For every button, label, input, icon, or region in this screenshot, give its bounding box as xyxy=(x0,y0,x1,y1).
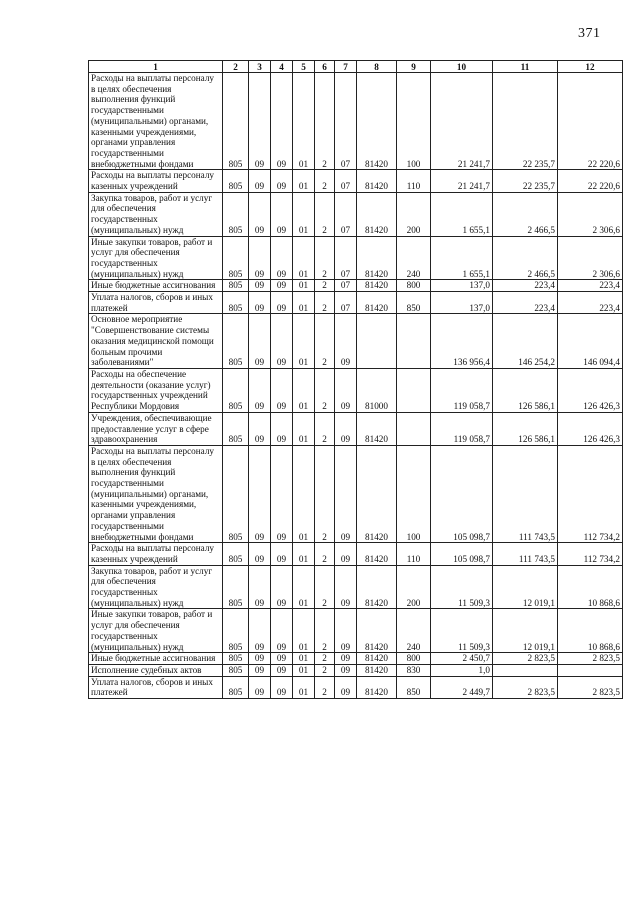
section-code-cell: 09 xyxy=(249,609,271,653)
amount-year3-cell: 126 426,3 xyxy=(558,368,623,412)
section-code-cell: 09 xyxy=(249,314,271,369)
section-code-cell: 09 xyxy=(249,73,271,170)
row-name-cell: Учреждения, обеспечивающие предоставление услуг в сфере здравоохранения xyxy=(89,412,223,445)
direction-code-cell: 81420 xyxy=(357,676,397,698)
event-code-cell: 09 xyxy=(335,445,357,542)
expense-type-cell xyxy=(397,412,431,445)
event-code-cell: 09 xyxy=(335,543,357,565)
row-name-cell: Иные закупки товаров, работ и услуг для обеспечения государственных (муниципальных) нужд xyxy=(89,609,223,653)
expense-type-cell xyxy=(397,314,431,369)
section-code-cell: 09 xyxy=(249,192,271,236)
amount-year2-cell: 2 466,5 xyxy=(493,236,558,280)
subsection-code-cell: 09 xyxy=(271,280,293,292)
subprogram-code-cell: 2 xyxy=(315,280,335,292)
column-header: 1 xyxy=(89,61,223,73)
subprogram-code-cell: 2 xyxy=(315,170,335,192)
gr-code-cell: 805 xyxy=(223,280,249,292)
column-header: 10 xyxy=(431,61,493,73)
amount-year2-cell: 2 823,5 xyxy=(493,676,558,698)
header-row xyxy=(89,61,623,73)
amount-year1-cell: 105 098,7 xyxy=(431,445,493,542)
amount-year2-cell: 126 586,1 xyxy=(493,368,558,412)
amount-year1-cell: 21 241,7 xyxy=(431,170,493,192)
row-name-cell: Расходы на обеспечение деятельности (оказание услуг) государственных учреждений Республики Мордовия xyxy=(89,368,223,412)
gr-code-cell: 805 xyxy=(223,676,249,698)
amount-year3-cell: 10 868,6 xyxy=(558,565,623,609)
amount-year3-cell: 2 306,6 xyxy=(558,236,623,280)
program-code-cell: 01 xyxy=(293,292,315,314)
subprogram-code-cell: 2 xyxy=(315,292,335,314)
amount-year2-cell: 2 466,5 xyxy=(493,192,558,236)
section-code-cell: 09 xyxy=(249,368,271,412)
gr-code-cell: 805 xyxy=(223,565,249,609)
amount-year1-cell: 11 509,3 xyxy=(431,565,493,609)
expense-type-cell: 240 xyxy=(397,236,431,280)
table-body xyxy=(89,73,623,699)
expense-type-cell: 850 xyxy=(397,676,431,698)
amount-year3-cell: 10 868,6 xyxy=(558,609,623,653)
row-name-cell: Расходы на выплаты персоналу в целях обеспечения выполнения функций государственными (муниципальными) органами, казенными учреждениями, органами управления государственными внебюджетными фондами xyxy=(89,445,223,542)
page-number: 371 xyxy=(578,26,601,41)
amount-year1-cell: 1 655,1 xyxy=(431,192,493,236)
gr-code-cell: 805 xyxy=(223,368,249,412)
program-code-cell: 01 xyxy=(293,73,315,170)
subprogram-code-cell: 2 xyxy=(315,412,335,445)
amount-year3-cell: 223,4 xyxy=(558,292,623,314)
direction-code-cell xyxy=(357,314,397,369)
program-code-cell: 01 xyxy=(293,368,315,412)
program-code-cell: 01 xyxy=(293,664,315,676)
program-code-cell: 01 xyxy=(293,412,315,445)
expense-type-cell: 100 xyxy=(397,445,431,542)
amount-year1-cell: 1,0 xyxy=(431,664,493,676)
section-code-cell: 09 xyxy=(249,292,271,314)
gr-code-cell: 805 xyxy=(223,314,249,369)
direction-code-cell: 81420 xyxy=(357,280,397,292)
event-code-cell: 07 xyxy=(335,292,357,314)
direction-code-cell: 81420 xyxy=(357,192,397,236)
table-row xyxy=(89,609,623,653)
amount-year2-cell: 22 235,7 xyxy=(493,73,558,170)
amount-year3-cell xyxy=(558,664,623,676)
table-row xyxy=(89,368,623,412)
subprogram-code-cell: 2 xyxy=(315,236,335,280)
row-name-cell: Расходы на выплаты персоналу казенных учреждений xyxy=(89,543,223,565)
program-code-cell: 01 xyxy=(293,314,315,369)
subsection-code-cell: 09 xyxy=(271,565,293,609)
amount-year2-cell: 2 823,5 xyxy=(493,653,558,665)
row-name-cell: Уплата налогов, сборов и иных платежей xyxy=(89,292,223,314)
direction-code-cell: 81420 xyxy=(357,292,397,314)
direction-code-cell: 81420 xyxy=(357,445,397,542)
subsection-code-cell: 09 xyxy=(271,314,293,369)
table-row xyxy=(89,445,623,542)
column-header: 12 xyxy=(558,61,623,73)
expense-type-cell: 200 xyxy=(397,192,431,236)
amount-year1-cell: 21 241,7 xyxy=(431,73,493,170)
amount-year1-cell: 2 449,7 xyxy=(431,676,493,698)
event-code-cell: 07 xyxy=(335,236,357,280)
subprogram-code-cell: 2 xyxy=(315,543,335,565)
expense-type-cell xyxy=(397,368,431,412)
program-code-cell: 01 xyxy=(293,676,315,698)
amount-year2-cell: 111 743,5 xyxy=(493,445,558,542)
column-header: 7 xyxy=(335,61,357,73)
amount-year2-cell: 223,4 xyxy=(493,280,558,292)
section-code-cell: 09 xyxy=(249,280,271,292)
subprogram-code-cell: 2 xyxy=(315,565,335,609)
expense-type-cell: 110 xyxy=(397,170,431,192)
amount-year1-cell: 137,0 xyxy=(431,280,493,292)
expense-type-cell: 800 xyxy=(397,653,431,665)
subprogram-code-cell: 2 xyxy=(315,609,335,653)
event-code-cell: 09 xyxy=(335,676,357,698)
section-code-cell: 09 xyxy=(249,653,271,665)
gr-code-cell: 805 xyxy=(223,73,249,170)
subsection-code-cell: 09 xyxy=(271,368,293,412)
program-code-cell: 01 xyxy=(293,609,315,653)
table-row xyxy=(89,170,623,192)
amount-year1-cell: 11 509,3 xyxy=(431,609,493,653)
direction-code-cell: 81420 xyxy=(357,412,397,445)
amount-year1-cell: 119 058,7 xyxy=(431,412,493,445)
table-row xyxy=(89,192,623,236)
section-code-cell: 09 xyxy=(249,236,271,280)
row-name-cell: Расходы на выплаты персоналу казенных учреждений xyxy=(89,170,223,192)
amount-year3-cell: 223,4 xyxy=(558,280,623,292)
event-code-cell: 09 xyxy=(335,664,357,676)
event-code-cell: 09 xyxy=(335,368,357,412)
subprogram-code-cell: 2 xyxy=(315,676,335,698)
subsection-code-cell: 09 xyxy=(271,445,293,542)
column-header: 5 xyxy=(293,61,315,73)
expense-type-cell: 110 xyxy=(397,543,431,565)
program-code-cell: 01 xyxy=(293,170,315,192)
amount-year3-cell: 112 734,2 xyxy=(558,543,623,565)
amount-year1-cell: 137,0 xyxy=(431,292,493,314)
column-header: 3 xyxy=(249,61,271,73)
amount-year1-cell: 119 058,7 xyxy=(431,368,493,412)
table-row xyxy=(89,280,623,292)
row-name-cell: Закупка товаров, работ и услуг для обеспечения государственных (муниципальных) нужд xyxy=(89,192,223,236)
direction-code-cell: 81420 xyxy=(357,609,397,653)
row-name-cell: Исполнение судебных актов xyxy=(89,664,223,676)
direction-code-cell: 81420 xyxy=(357,170,397,192)
amount-year3-cell: 112 734,2 xyxy=(558,445,623,542)
event-code-cell: 09 xyxy=(335,565,357,609)
amount-year2-cell: 223,4 xyxy=(493,292,558,314)
amount-year1-cell: 105 098,7 xyxy=(431,543,493,565)
subsection-code-cell: 09 xyxy=(271,609,293,653)
event-code-cell: 07 xyxy=(335,170,357,192)
amount-year2-cell: 126 586,1 xyxy=(493,412,558,445)
row-name-cell: Уплата налогов, сборов и иных платежей xyxy=(89,676,223,698)
gr-code-cell: 805 xyxy=(223,445,249,542)
amount-year3-cell: 2 306,6 xyxy=(558,192,623,236)
amount-year2-cell: 111 743,5 xyxy=(493,543,558,565)
direction-code-cell: 81420 xyxy=(357,543,397,565)
subprogram-code-cell: 2 xyxy=(315,73,335,170)
expense-type-cell: 100 xyxy=(397,73,431,170)
event-code-cell: 09 xyxy=(335,412,357,445)
amount-year3-cell: 146 094,4 xyxy=(558,314,623,369)
program-code-cell: 01 xyxy=(293,280,315,292)
table-row xyxy=(89,73,623,170)
table-row xyxy=(89,412,623,445)
row-name-cell: Основное мероприятие "Совершенствование системы оказания медицинской помощи больным прочими заболеваниями" xyxy=(89,314,223,369)
amount-year2-cell xyxy=(493,664,558,676)
amount-year3-cell: 126 426,3 xyxy=(558,412,623,445)
table-row xyxy=(89,543,623,565)
row-name-cell: Расходы на выплаты персоналу в целях обеспечения выполнения функций государственными (муниципальными) органами, казенными учреждениями, органами управления государственными внебюджетными фондами xyxy=(89,73,223,170)
subsection-code-cell: 09 xyxy=(271,412,293,445)
amount-year3-cell: 2 823,5 xyxy=(558,653,623,665)
event-code-cell: 07 xyxy=(335,73,357,170)
gr-code-cell: 805 xyxy=(223,170,249,192)
row-name-cell: Иные бюджетные ассигнования xyxy=(89,653,223,665)
column-header: 6 xyxy=(315,61,335,73)
subsection-code-cell: 09 xyxy=(271,170,293,192)
subsection-code-cell: 09 xyxy=(271,73,293,170)
amount-year3-cell: 22 220,6 xyxy=(558,73,623,170)
section-code-cell: 09 xyxy=(249,412,271,445)
subsection-code-cell: 09 xyxy=(271,653,293,665)
column-header: 4 xyxy=(271,61,293,73)
column-header: 8 xyxy=(357,61,397,73)
subsection-code-cell: 09 xyxy=(271,292,293,314)
section-code-cell: 09 xyxy=(249,565,271,609)
program-code-cell: 01 xyxy=(293,565,315,609)
table-row xyxy=(89,565,623,609)
section-code-cell: 09 xyxy=(249,445,271,542)
amount-year2-cell: 12 019,1 xyxy=(493,565,558,609)
direction-code-cell: 81420 xyxy=(357,565,397,609)
gr-code-cell: 805 xyxy=(223,412,249,445)
column-header: 2 xyxy=(223,61,249,73)
table-row xyxy=(89,314,623,369)
section-code-cell: 09 xyxy=(249,676,271,698)
amount-year3-cell: 2 823,5 xyxy=(558,676,623,698)
amount-year2-cell: 146 254,2 xyxy=(493,314,558,369)
amount-year2-cell: 12 019,1 xyxy=(493,609,558,653)
subsection-code-cell: 09 xyxy=(271,676,293,698)
event-code-cell: 07 xyxy=(335,280,357,292)
section-code-cell: 09 xyxy=(249,170,271,192)
table-row xyxy=(89,653,623,665)
subsection-code-cell: 09 xyxy=(271,664,293,676)
subsection-code-cell: 09 xyxy=(271,236,293,280)
event-code-cell: 09 xyxy=(335,314,357,369)
direction-code-cell: 81000 xyxy=(357,368,397,412)
program-code-cell: 01 xyxy=(293,236,315,280)
direction-code-cell: 81420 xyxy=(357,73,397,170)
direction-code-cell: 81420 xyxy=(357,653,397,665)
program-code-cell: 01 xyxy=(293,653,315,665)
column-header: 9 xyxy=(397,61,431,73)
section-code-cell: 09 xyxy=(249,664,271,676)
gr-code-cell: 805 xyxy=(223,192,249,236)
expense-type-cell: 200 xyxy=(397,565,431,609)
amount-year2-cell: 22 235,7 xyxy=(493,170,558,192)
expense-type-cell: 240 xyxy=(397,609,431,653)
event-code-cell: 09 xyxy=(335,609,357,653)
subprogram-code-cell: 2 xyxy=(315,368,335,412)
program-code-cell: 01 xyxy=(293,543,315,565)
table-row xyxy=(89,676,623,698)
subprogram-code-cell: 2 xyxy=(315,664,335,676)
table-row xyxy=(89,292,623,314)
program-code-cell: 01 xyxy=(293,445,315,542)
event-code-cell: 07 xyxy=(335,192,357,236)
amount-year1-cell: 136 956,4 xyxy=(431,314,493,369)
gr-code-cell: 805 xyxy=(223,292,249,314)
table-row xyxy=(89,664,623,676)
row-name-cell: Иные закупки товаров, работ и услуг для обеспечения государственных (муниципальных) нужд xyxy=(89,236,223,280)
amount-year3-cell: 22 220,6 xyxy=(558,170,623,192)
subsection-code-cell: 09 xyxy=(271,192,293,236)
expense-type-cell: 850 xyxy=(397,292,431,314)
direction-code-cell: 81420 xyxy=(357,236,397,280)
direction-code-cell: 81420 xyxy=(357,664,397,676)
event-code-cell: 09 xyxy=(335,653,357,665)
amount-year1-cell: 1 655,1 xyxy=(431,236,493,280)
gr-code-cell: 805 xyxy=(223,664,249,676)
table-row xyxy=(89,236,623,280)
program-code-cell: 01 xyxy=(293,192,315,236)
subprogram-code-cell: 2 xyxy=(315,653,335,665)
expense-type-cell: 830 xyxy=(397,664,431,676)
subsection-code-cell: 09 xyxy=(271,543,293,565)
budget-table xyxy=(88,60,623,699)
subprogram-code-cell: 2 xyxy=(315,314,335,369)
row-name-cell: Иные бюджетные ассигнования xyxy=(89,280,223,292)
subprogram-code-cell: 2 xyxy=(315,192,335,236)
section-code-cell: 09 xyxy=(249,543,271,565)
gr-code-cell: 805 xyxy=(223,653,249,665)
gr-code-cell: 805 xyxy=(223,609,249,653)
column-header: 11 xyxy=(493,61,558,73)
gr-code-cell: 805 xyxy=(223,236,249,280)
subprogram-code-cell: 2 xyxy=(315,445,335,542)
gr-code-cell: 805 xyxy=(223,543,249,565)
row-name-cell: Закупка товаров, работ и услуг для обеспечения государственных (муниципальных) нужд xyxy=(89,565,223,609)
expense-type-cell: 800 xyxy=(397,280,431,292)
amount-year1-cell: 2 450,7 xyxy=(431,653,493,665)
